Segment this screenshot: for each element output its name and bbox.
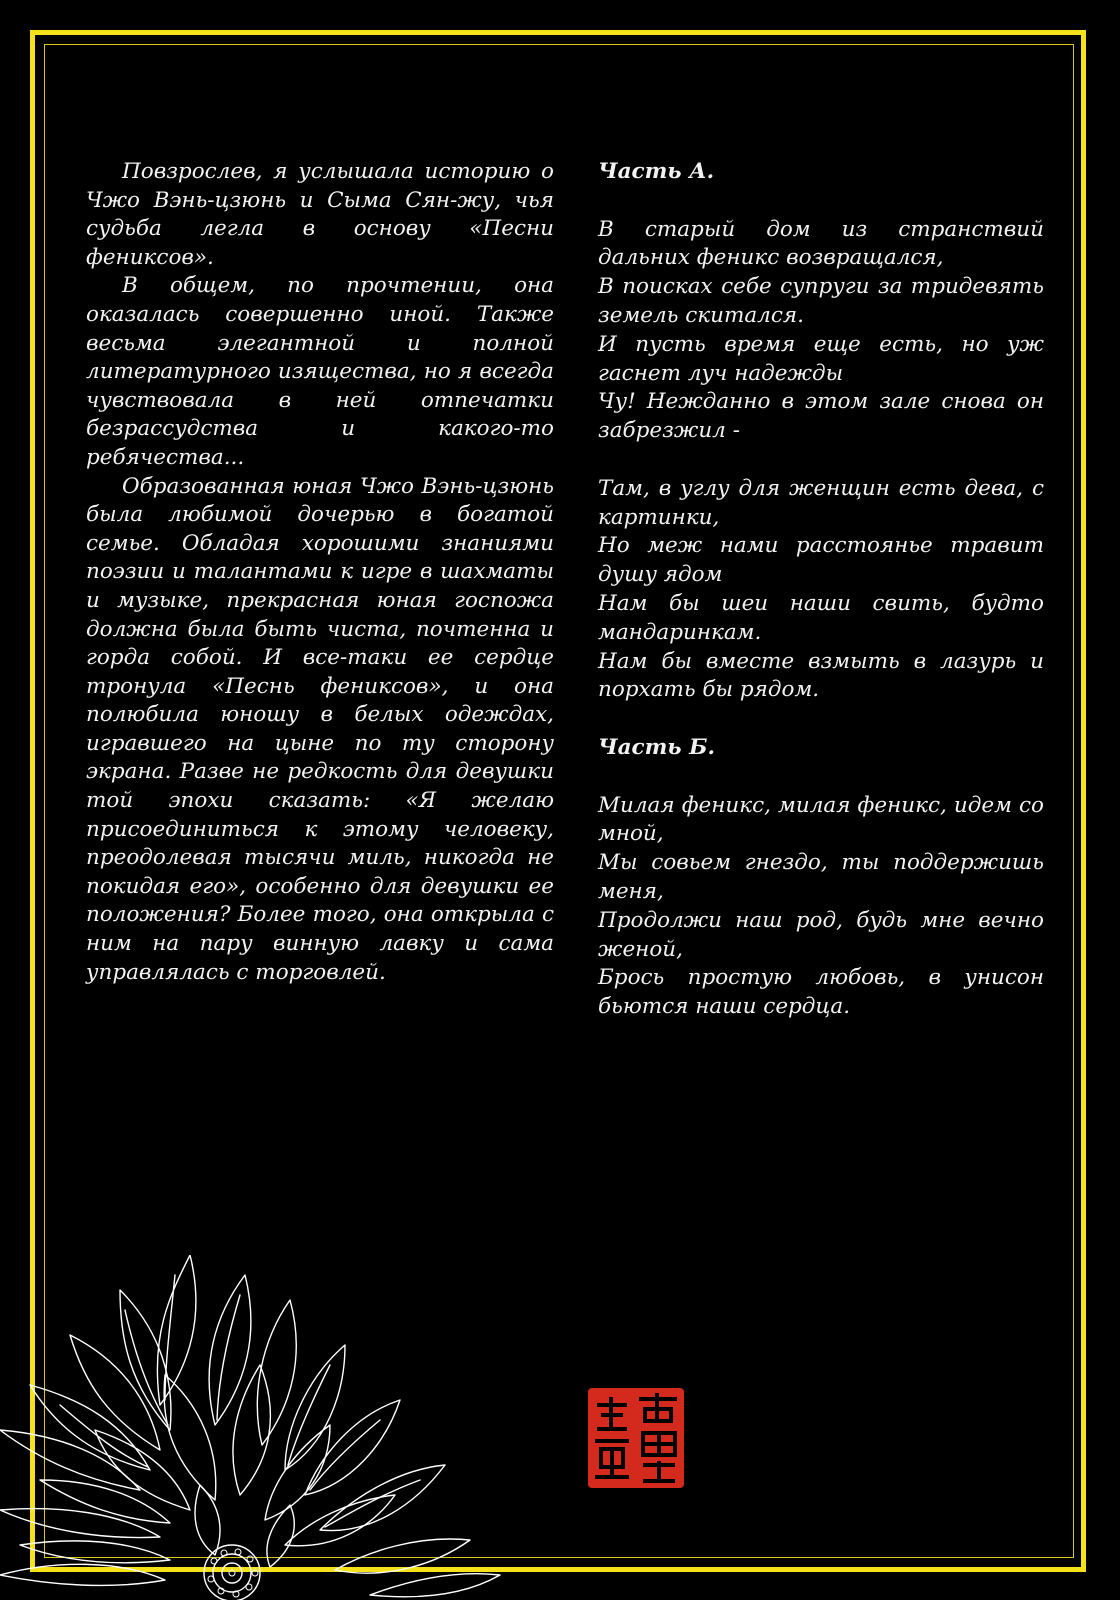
part-b-heading: Часть Б. — [598, 734, 715, 760]
poem-line: Нам бы шеи наши свить, будто мандаринкам. — [598, 590, 1044, 645]
left-paragraph: Образованная юная Чжо Вэнь-цзюнь была любимой дочерью в богатой семье. Обладая хорошими знаниями поэзии и талантами к игре в шахматы и музыке, прекрасная юная госпожа должна была быть чиста, почтенна и горда собой. И все-таки ее сердце тронула «Песнь фениксов», и она полюбила юношу в белых одеждах, игравшего на цыне по ту сторону экрана. Разве не редкость для девушки той эпохи сказать: «Я желаю присоединиться к этому человеку, преодолевая тысячи миль, никогда не покидая его», особенно для девушки ее положения? Более того, она открыла с ним на пару винную лавку и сама управлялась с торговлей. — [86, 473, 554, 985]
part-a-heading: Часть А. — [598, 159, 715, 184]
left-text-column — [86, 158, 554, 987]
poem-column — [598, 158, 1044, 1022]
poem-line: Мы совьем гнездо, ты поддержишь меня, — [598, 850, 1044, 904]
poem-line: Милая феникс, милая феникс, идем со мной, — [598, 792, 1044, 847]
poem-line: Нам бы вместе взмыть в лазурь и порхать бы рядом. — [598, 648, 1044, 703]
red-seal-stamp-icon — [585, 1385, 687, 1491]
poem-line: В старый дом из странствий дальних феникс возвращался, — [598, 216, 1044, 271]
poem-line: Чу! Нежданно в этом зале снова он забрезжил - — [598, 389, 1044, 444]
left-paragraph: В общем, по прочтении, она оказалась совершенно иной. Также весьма элегантной и полной литературного изящества, но я всегда чувствовала в ней отпечатки безрассудства и какого-то ребячества... — [86, 273, 554, 470]
poem-line: В поисках себе супруги за тридевять земель скитался. — [598, 274, 1044, 328]
poem-line: И пусть время еще есть, но уж гаснет луч надежды — [598, 331, 1044, 386]
poem-line: Там, в углу для женщин есть дева, с картинки, — [598, 475, 1044, 530]
left-paragraph: Повзрослев, я услышала историю о Чжо Вэнь-цзюнь и Сыма Сян-жу, чья судьба легла в основу «Песни фениксов». — [86, 159, 554, 270]
poem-line: Брось простую любовь, в унисон бьются наши сердца. — [598, 965, 1044, 1020]
poem-line: Но меж нами расстоянье травит душу ядом — [598, 533, 1044, 588]
chrysanthemum-icon — [0, 1255, 600, 1600]
poem-line: Продолжи наш род, будь мне вечно женой, — [598, 907, 1044, 962]
